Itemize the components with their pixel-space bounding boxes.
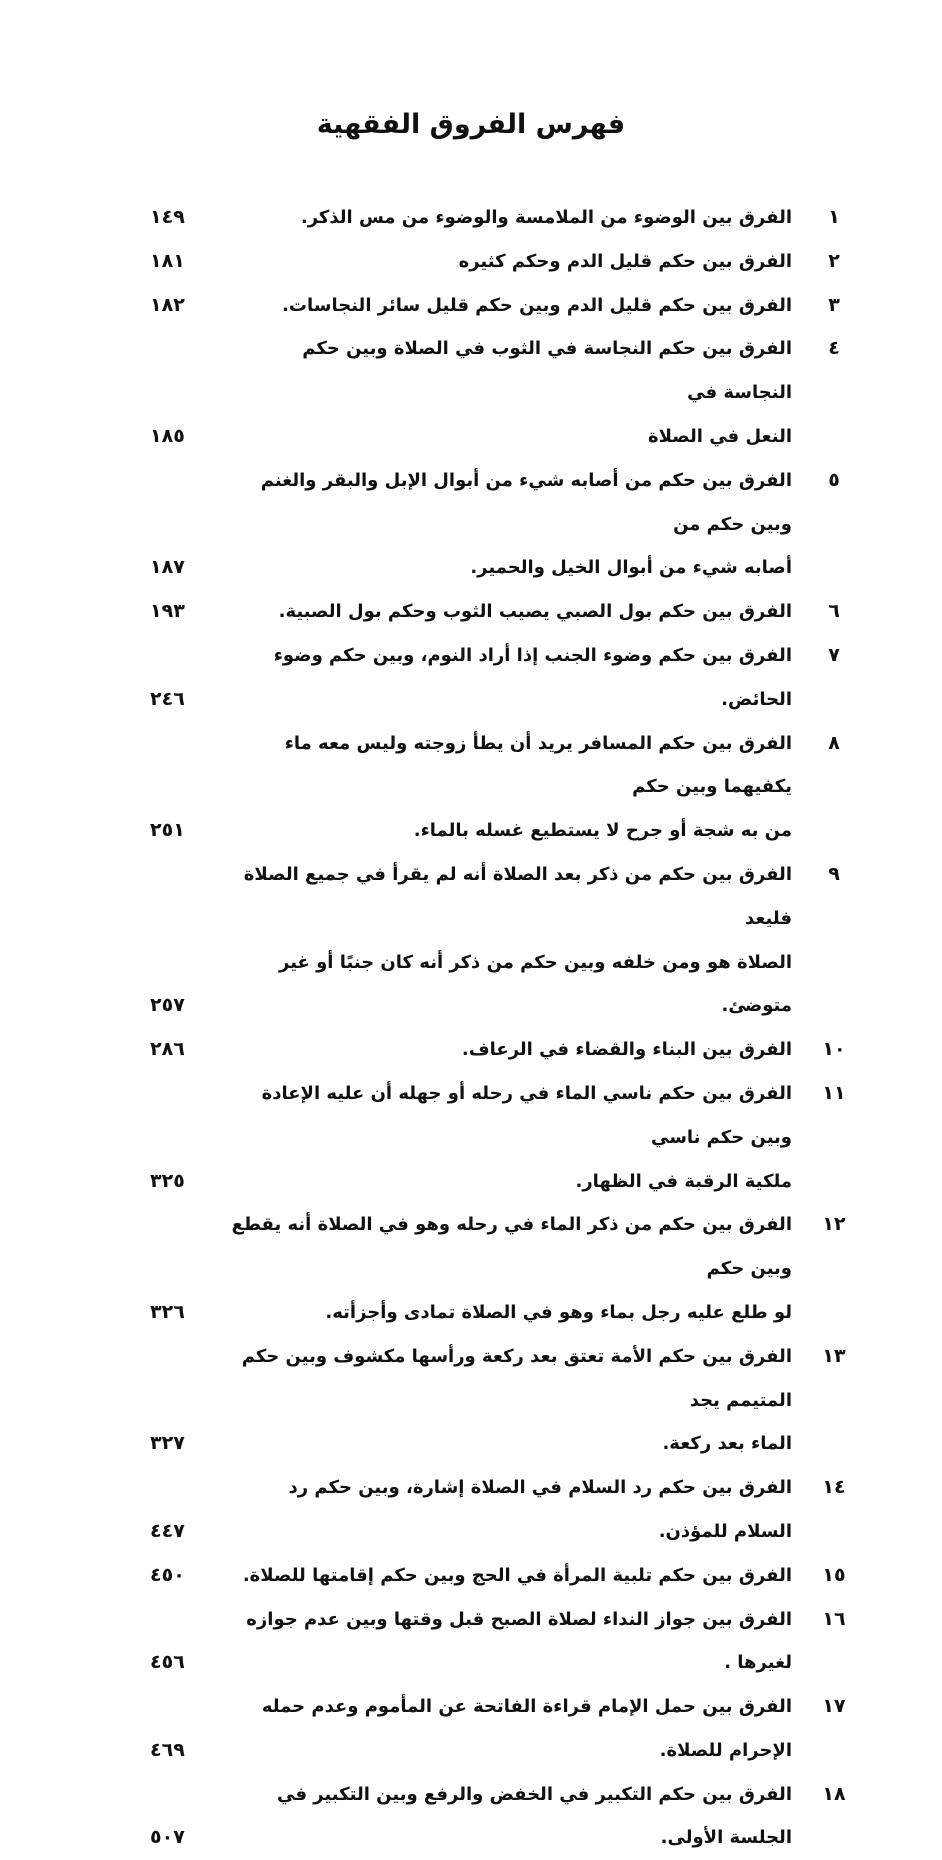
entry-number: ١٤ xyxy=(822,1476,846,1499)
index-entry xyxy=(150,1554,942,1598)
entry-number: ٤ xyxy=(828,337,840,360)
entry-page-number: ٢٤٦ xyxy=(150,687,185,710)
entry-page-number: ٤٦٩ xyxy=(150,1738,185,1761)
index-entry xyxy=(150,1072,942,1203)
index-entry xyxy=(150,1598,942,1686)
index-entry xyxy=(150,722,942,853)
entry-text: الفرق بين حكم ناسي الماء في رحله أو جهله أن عليه الإعادة وبين حكم ناسي ملكية الرقبة في الظهار. xyxy=(261,1082,792,1192)
entry-number: ١٢ xyxy=(822,1213,846,1236)
entry-number: ٧ xyxy=(828,643,840,666)
entry-number: ١٨ xyxy=(822,1782,846,1805)
entry-number: ٩ xyxy=(828,862,840,885)
entry-page-number: ٤٤٧ xyxy=(150,1519,185,1542)
entry-text: الفرق بين حكم المسافر يريد أن يطأ زوجته وليس معه ماء يكفيهما وبين حكم من به شجة أو جرح لا يستطيع غسله بالماء. xyxy=(284,732,792,842)
entry-page-number: ١٩٣ xyxy=(150,600,185,623)
index-entry xyxy=(150,1028,942,1072)
entry-number: ١١ xyxy=(822,1081,846,1104)
entry-text: الفرق بين حكم قليل الدم وحكم كثيره xyxy=(458,250,792,272)
entry-page-number: ٢٥٧ xyxy=(150,994,185,1017)
entry-text: الفرق بين حكم بول الصبي يصيب الثوب وحكم بول الصبية. xyxy=(278,601,792,623)
entry-number: ٣ xyxy=(828,293,840,316)
entry-page-number: ٣٢٥ xyxy=(150,1169,185,1192)
entry-text: الفرق بين حكم من أصابه شيء من أبوال الإبل والبقر والغنم وبين حكم من أصابه شيء من أبوال الخيل والحمير. xyxy=(260,469,792,579)
entry-number: ١ xyxy=(828,206,840,228)
index-entry xyxy=(150,853,942,1028)
page-title: فهرس الفروق الفقهية xyxy=(316,109,626,140)
index-entry xyxy=(150,1773,942,1860)
entry-text: الفرق بين حكم وضوء الجنب إذا أراد النوم، وبين حكم وضوء الحائض. xyxy=(273,644,792,710)
entry-number: ٦ xyxy=(828,600,840,623)
index-list xyxy=(0,196,942,1860)
entry-number: ١٣ xyxy=(822,1344,846,1367)
index-entry xyxy=(150,1203,942,1334)
entry-text: الفرق بين البناء والقضاء في الرعاف. xyxy=(461,1039,792,1061)
entry-text: الفرق بين حكم من ذكر الماء في رحله وهو في الصلاة أنه يقطع وبين حكم لو طلع عليه رجل بماء وهو في الصلاة تمادى وأجزأته. xyxy=(231,1214,792,1323)
entry-text: الفرق بين جواز النداء لصلاة الصبح قبل وقتها وبين عدم جوازه لغيرها . xyxy=(246,1608,792,1674)
index-entry xyxy=(150,240,942,284)
index-entry xyxy=(150,1335,942,1466)
entry-page-number: ١٤٩ xyxy=(150,206,185,228)
index-entry xyxy=(150,1466,942,1554)
entry-number: ١٠ xyxy=(822,1038,846,1061)
entry-text: الفرق بين حكم رد السلام في الصلاة إشارة، وبين حكم رد السلام للمؤذن. xyxy=(288,1477,792,1542)
entry-text: الفرق بين حكم تلبية المرأة في الحج وبين حكم إقامتها للصلاة. xyxy=(242,1564,792,1586)
entry-page-number: ١٨٢ xyxy=(150,293,185,316)
entry-page-number: ٣٢٦ xyxy=(150,1300,185,1323)
entry-number: ٢ xyxy=(828,249,840,272)
entry-text: الفرق بين الوضوء من الملامسة والوضوء من مس الذكر. xyxy=(300,207,792,228)
entry-number: ٥ xyxy=(828,468,840,491)
entry-text: الفرق بين حمل الإمام قراءة الفاتحة عن المأموم وعدم حمله الإحرام للصلاة. xyxy=(261,1696,792,1761)
entry-text: الفرق بين حكم قليل الدم وبين حكم قليل سائر النجاسات. xyxy=(282,294,792,316)
entry-number: ١٧ xyxy=(822,1695,846,1718)
entry-number: ٨ xyxy=(828,731,840,754)
index-entry xyxy=(150,1685,942,1773)
entry-page-number: ١٨٥ xyxy=(150,424,185,447)
index-entry xyxy=(150,634,942,722)
entry-text: الفرق بين حكم النجاسة في الثوب في الصلاة وبين حكم النجاسة في النعل في الصلاة xyxy=(302,338,792,447)
entry-page-number: ٤٥٦ xyxy=(150,1651,185,1674)
entry-page-number: ٣٢٧ xyxy=(150,1432,185,1455)
entry-text: الفرق بين حكم من ذكر بعد الصلاة أنه لم يقرأ في جميع الصلاة فليعد الصلاة هو ومن خلفه وبين حكم من ذكر أنه كان جنبًا أو غير متوضئ. xyxy=(243,863,792,1017)
entry-number: ١٦ xyxy=(822,1607,846,1630)
index-entry xyxy=(150,459,942,590)
index-entry xyxy=(150,284,942,328)
entry-text: الفرق بين حكم التكبير في الخفض والرفع وبين التكبير في الجلسة الأولى. xyxy=(276,1783,792,1849)
index-entry xyxy=(150,196,942,240)
entry-page-number: ٥٠٧ xyxy=(150,1826,185,1849)
entry-page-number: ١٨٧ xyxy=(150,556,185,579)
index-entry xyxy=(150,590,942,634)
entry-page-number: ١٨١ xyxy=(150,249,185,272)
entry-page-number: ٢٥١ xyxy=(150,819,185,842)
entry-number: ١٥ xyxy=(822,1563,846,1586)
entry-page-number: ٤٥٠ xyxy=(150,1563,185,1586)
entry-page-number: ٢٨٦ xyxy=(150,1038,185,1061)
index-entry xyxy=(150,327,942,458)
entry-text: الفرق بين حكم الأمة تعتق بعد ركعة ورأسها مكشوف وبين حكم المتيمم يجد الماء بعد ركعة. xyxy=(241,1345,792,1455)
